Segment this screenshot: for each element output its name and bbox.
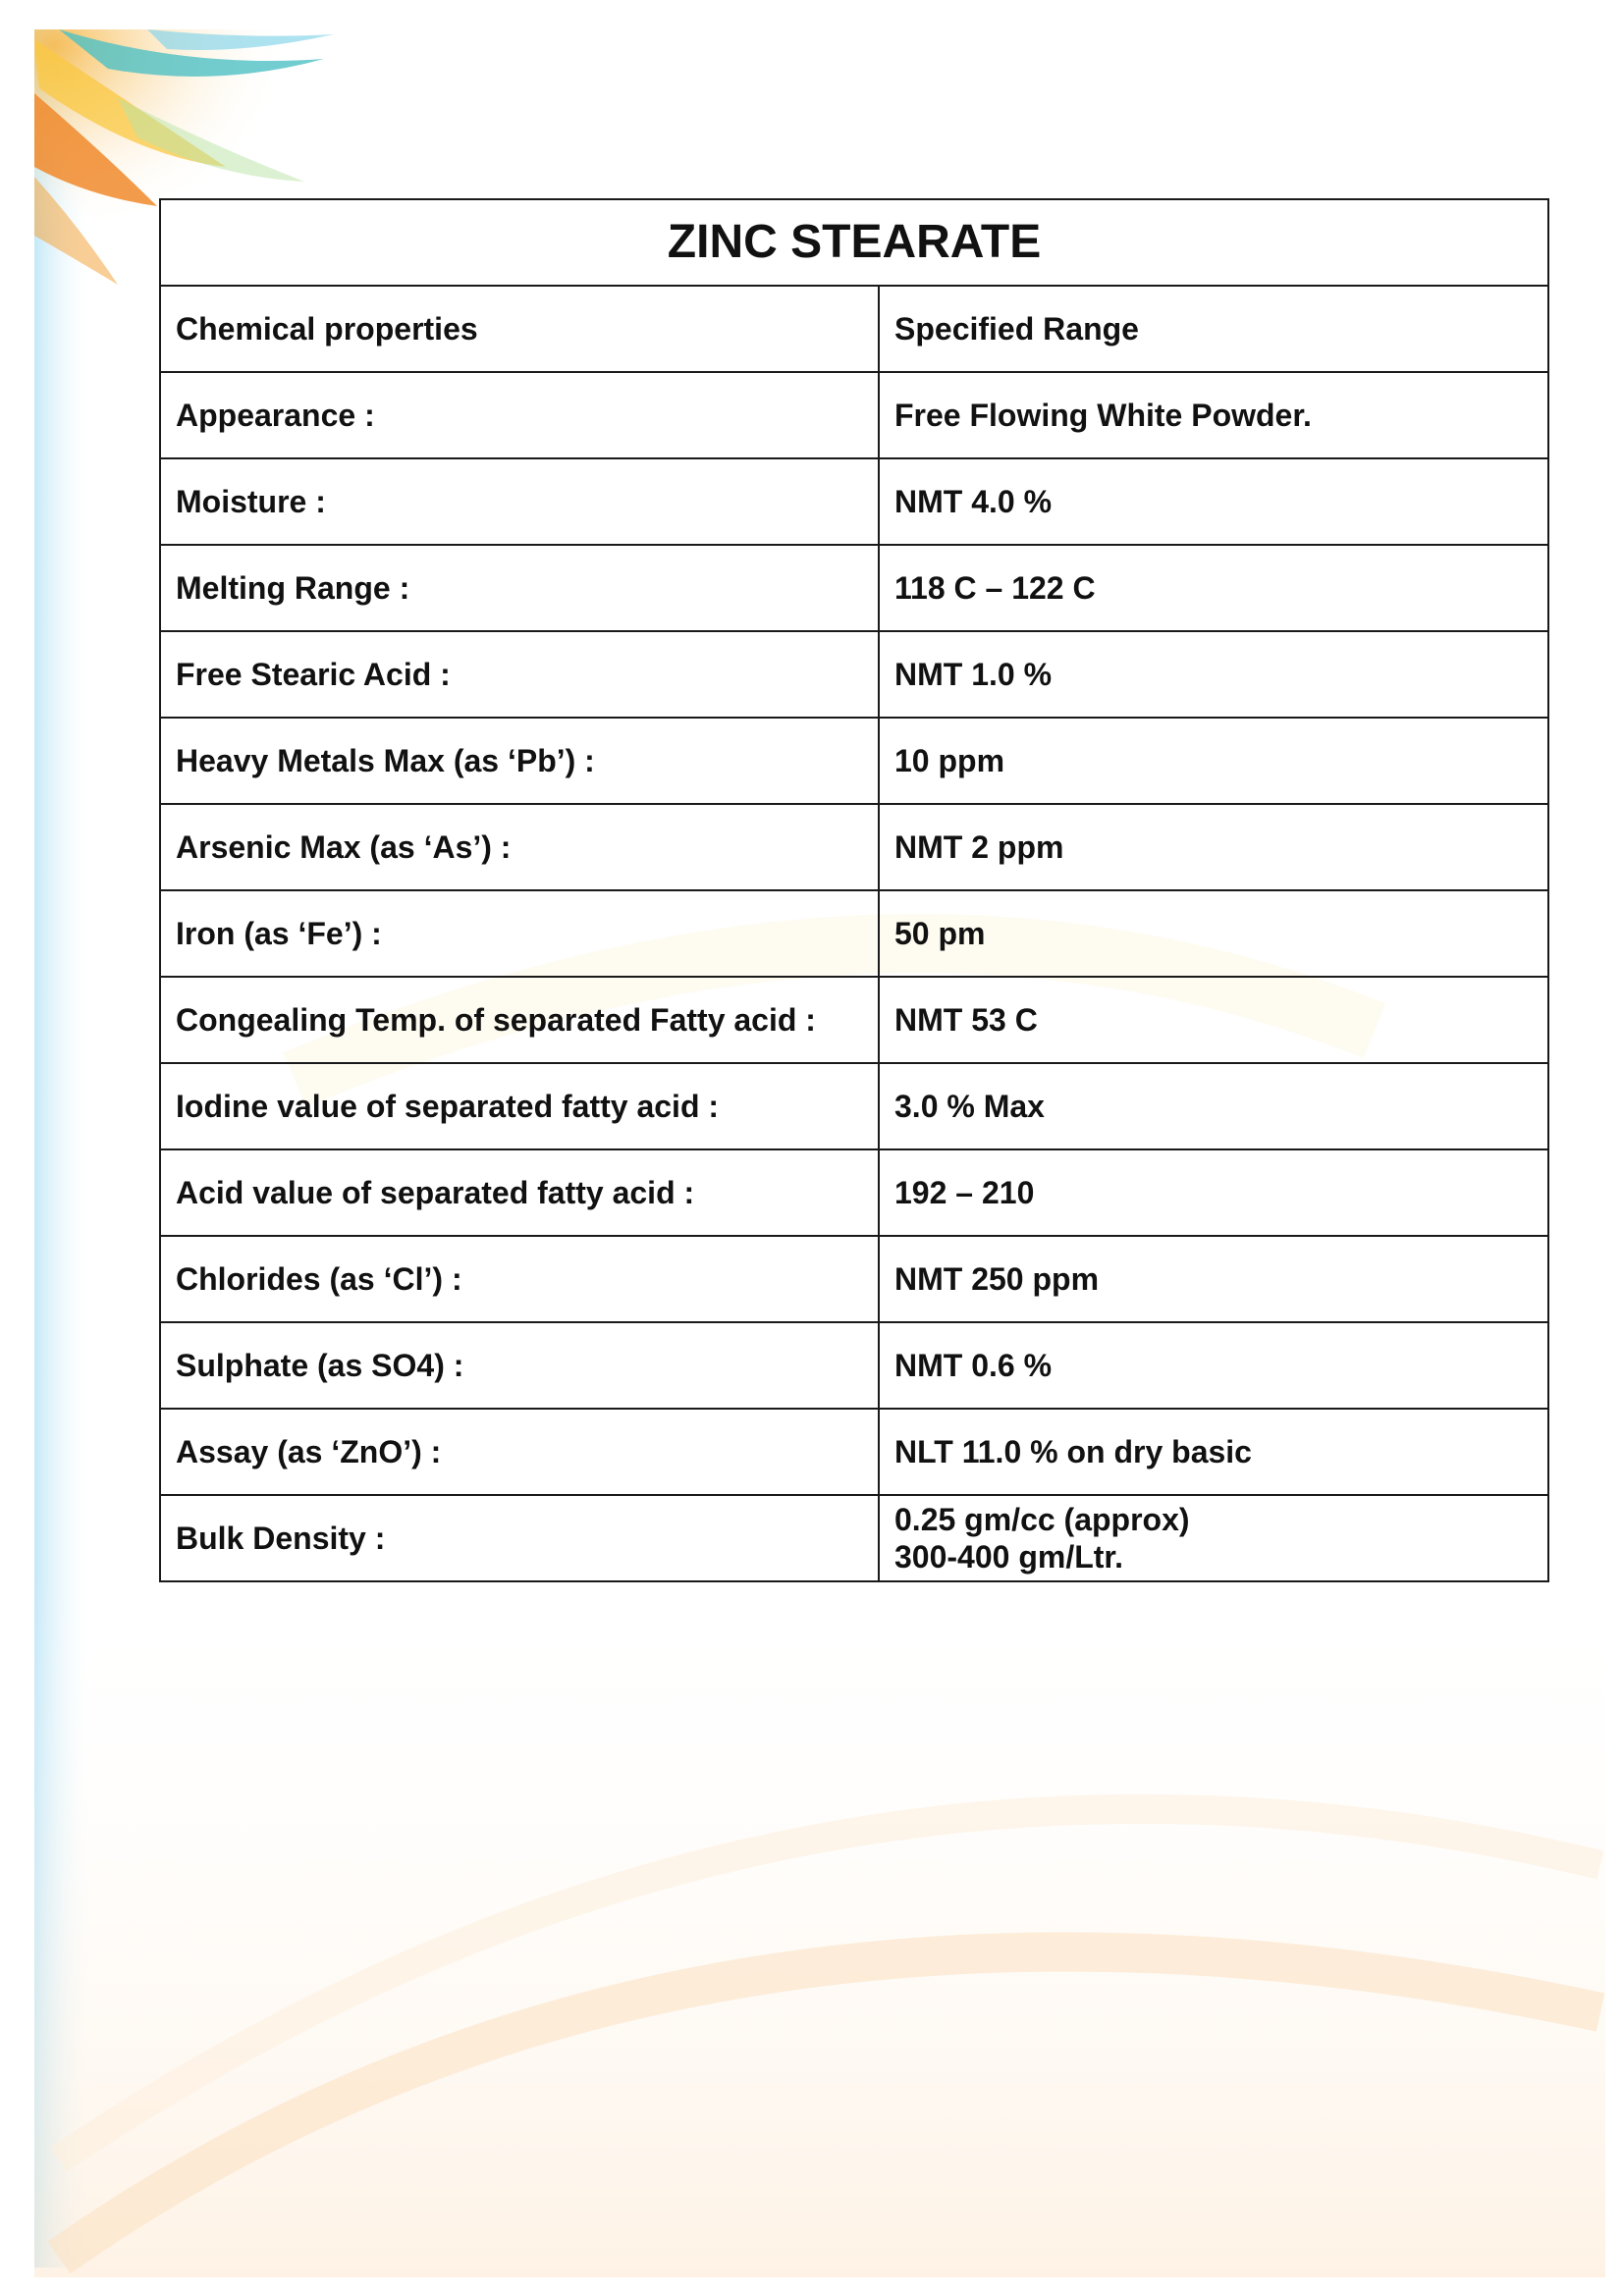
property-cell: Iron (as ‘Fe’) : (160, 890, 879, 977)
property-cell: Congealing Temp. of separated Fatty acid : (160, 977, 879, 1063)
table-row (160, 1236, 1548, 1322)
property-cell: Sulphate (as SO4) : (160, 1322, 879, 1409)
property-cell: Bulk Density : (160, 1495, 879, 1581)
range-cell (879, 890, 1548, 977)
range-value: NMT 250 ppm (894, 1261, 1100, 1297)
table-row (160, 890, 1548, 977)
range-cell (879, 1409, 1548, 1495)
table-row (160, 1322, 1548, 1409)
range-value: Free Flowing White Powder. (894, 398, 1312, 433)
property-cell: Assay (as ‘ZnO’) : (160, 1409, 879, 1495)
range-value: NLT 11.0 % on dry basic (894, 1434, 1252, 1469)
property-cell: Arsenic Max (as ‘As’) : (160, 804, 879, 890)
range-cell (879, 372, 1548, 458)
document-title: ZINC STEARATE (160, 199, 1548, 286)
range-value: 10 ppm (894, 743, 1005, 778)
range-cell (879, 718, 1548, 804)
bottom-wash (34, 1571, 1605, 2277)
range-cell (879, 1149, 1548, 1236)
table-row (160, 1149, 1548, 1236)
property-cell: Moisture : (160, 458, 879, 545)
range-value: NMT 0.6 % (894, 1348, 1053, 1383)
property-cell: Appearance : (160, 372, 879, 458)
range-value: NMT 4.0 % (894, 484, 1053, 519)
range-value: 300-400 gm/Ltr. (894, 1539, 1123, 1575)
property-cell: Free Stearic Acid : (160, 631, 879, 718)
range-value: NMT 1.0 % (894, 657, 1053, 692)
range-value: 0.25 gm/cc (approx) (894, 1502, 1190, 1537)
table-row (160, 977, 1548, 1063)
range-value: 192 – 210 (894, 1175, 1035, 1210)
range-cell (879, 1236, 1548, 1322)
property-cell: Melting Range : (160, 545, 879, 631)
table-row (160, 804, 1548, 890)
property-cell: Iodine value of separated fatty acid : (160, 1063, 879, 1149)
title-row (160, 199, 1548, 286)
range-value: 3.0 % Max (894, 1089, 1045, 1124)
table-row (160, 1409, 1548, 1495)
range-cell (879, 458, 1548, 545)
table-row (160, 458, 1548, 545)
table-row (160, 631, 1548, 718)
property-cell: Heavy Metals Max (as ‘Pb’) : (160, 718, 879, 804)
table-row (160, 718, 1548, 804)
range-cell (879, 545, 1548, 631)
table-row (160, 372, 1548, 458)
range-cell (879, 977, 1548, 1063)
range-cell (879, 1322, 1548, 1409)
range-cell (879, 1495, 1548, 1581)
table-row (160, 545, 1548, 631)
range-value: NMT 53 C (894, 1002, 1038, 1038)
range-cell (879, 804, 1548, 890)
header-range: Specified Range (879, 286, 1548, 372)
specification-table (159, 198, 1549, 1582)
header-row (160, 286, 1548, 372)
range-value: NMT 2 ppm (894, 829, 1064, 865)
range-cell (879, 631, 1548, 718)
range-value: 50 pm (894, 916, 986, 951)
table-row (160, 1495, 1548, 1581)
range-cell (879, 1063, 1548, 1149)
property-cell: Acid value of separated fatty acid : (160, 1149, 879, 1236)
property-cell: Chlorides (as ‘Cl’) : (160, 1236, 879, 1322)
table-row (160, 1063, 1548, 1149)
range-value: 118 C – 122 C (894, 570, 1096, 606)
header-property: Chemical properties (160, 286, 879, 372)
